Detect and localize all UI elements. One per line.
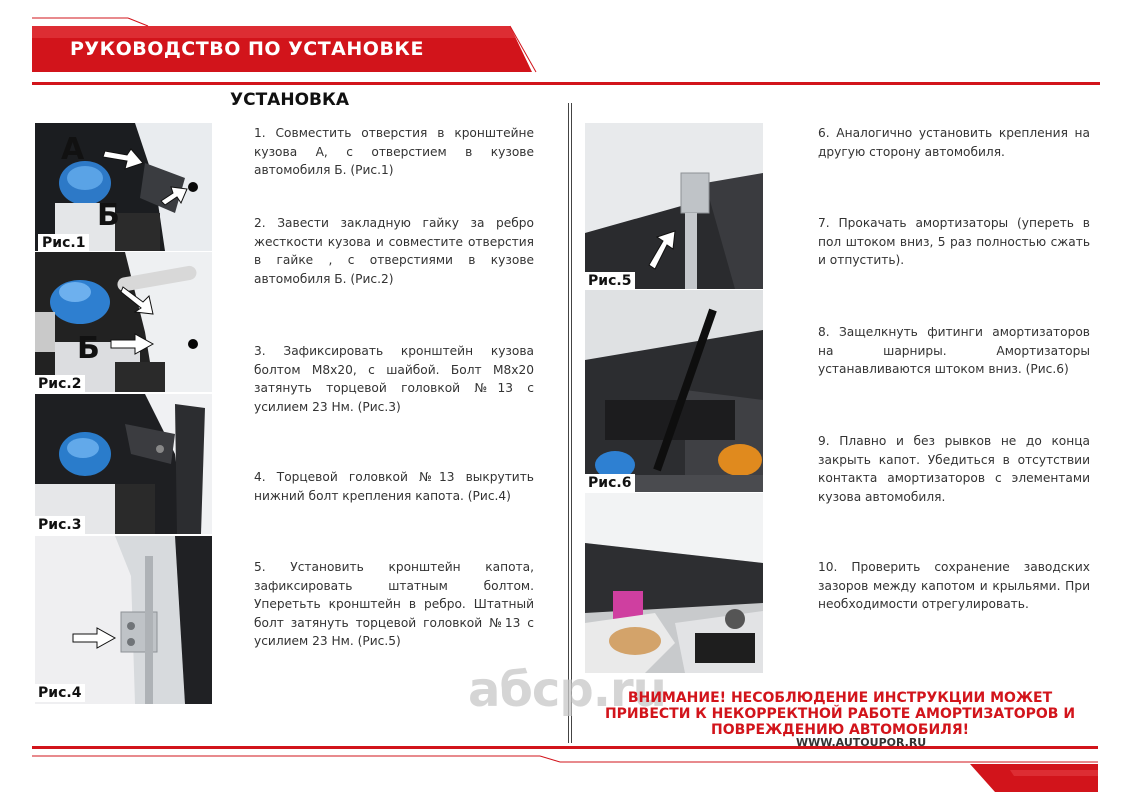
- warning-text: ВНИМАНИЕ! НЕСОБЛЮДЕНИЕ ИНСТРУКЦИИ МОЖЕТ ПРИВЕСТИ К НЕКОРРЕКТНОЙ РАБОТЕ АМОРТИЗАТОРОВ И ПОВРЕЖДЕНИЮ АВТОМОБИЛЯ!: [604, 690, 1076, 738]
- step-7-text: 7. Прокачать амортизаторы (упереть в пол штоком вниз, 5 раз полностью сжать и отпустить).: [818, 216, 1090, 267]
- header-divider: [32, 82, 1100, 85]
- step-4-text: 4. Торцевой головкой №13 выкрутить нижний болт крепления капота. (Рис.4): [254, 470, 534, 503]
- figure-7-photo: [585, 493, 763, 673]
- figure-4-label: Рис.4: [34, 684, 85, 702]
- step-2-text: 2. Завести закладную гайку за ребро жесткости кузова и совместите отверстия в гайке , с отверстиями в кузове автомобиля Б. (Рис.2): [254, 216, 534, 286]
- figure-3-label: Рис.3: [34, 516, 85, 534]
- figure-2-letter-b: Б: [77, 331, 100, 366]
- footer-accent-lines: [0, 742, 1131, 800]
- figure-3-photo: [35, 394, 212, 534]
- figure-1-label: Рис.1: [38, 234, 89, 252]
- figure-6-label: Рис.6: [584, 474, 635, 492]
- figure-5-photo: [585, 123, 763, 289]
- footer-url: WWW.AUTOUPOR.RU: [796, 736, 927, 749]
- figure-1-photo: [35, 123, 212, 251]
- step-8-text: 8. Защелкнуть фитинги амортизаторов на шарниры. Амортизаторы устанавливаются штоком вниз. (Рис.6): [818, 325, 1090, 376]
- figure-1-letter-a: А: [61, 132, 85, 167]
- step-1-text: 1. Совместить отверстия в кронштейне кузова А, с отверстием в кузове автомобиля Б. (Рис.1): [254, 126, 534, 177]
- figure-2-photo: [35, 252, 212, 392]
- step-3-text: 3. Зафиксировать кронштейн кузова болтом М8х20, с шайбой. Болт М8х20 затянуть торцевой головкой №13 с усилием 23 Нм. (Рис.3): [254, 344, 534, 414]
- figure-5-label: Рис.5: [584, 272, 635, 290]
- step-5-text: 5. Установить кронштейн капота, зафиксировать штатным болтом. Уперетьть кронштейн в ребро. Штатный болт затянуть торцевой головкой №13 с усилием 23 Нм. (Рис.5): [254, 560, 534, 648]
- step-10-text: 10. Проверить сохранение заводских зазоров между капотом и крыльями. При необходимости отрегулировать.: [818, 560, 1090, 611]
- section-title: УСТАНОВКА: [230, 90, 350, 110]
- page-header-title: РУКОВОДСТВО ПО УСТАНОВКЕ: [70, 38, 424, 60]
- figure-1-letter-b: Б: [97, 198, 120, 233]
- figure-6-photo: [585, 290, 763, 492]
- watermark-text: aбcp.ru: [468, 662, 666, 718]
- step-9-text: 9. Плавно и без рывков не до конца закрыть капот. Убедиться в отсутствии контакта амортизаторов с элементами кузова автомобиля.: [818, 434, 1090, 504]
- figure-4-photo: [35, 536, 212, 704]
- column-divider: [568, 103, 571, 743]
- figure-2-label: Рис.2: [34, 375, 85, 393]
- step-6-text: 6. Аналогично установить крепления на другую сторону автомобиля.: [818, 126, 1090, 159]
